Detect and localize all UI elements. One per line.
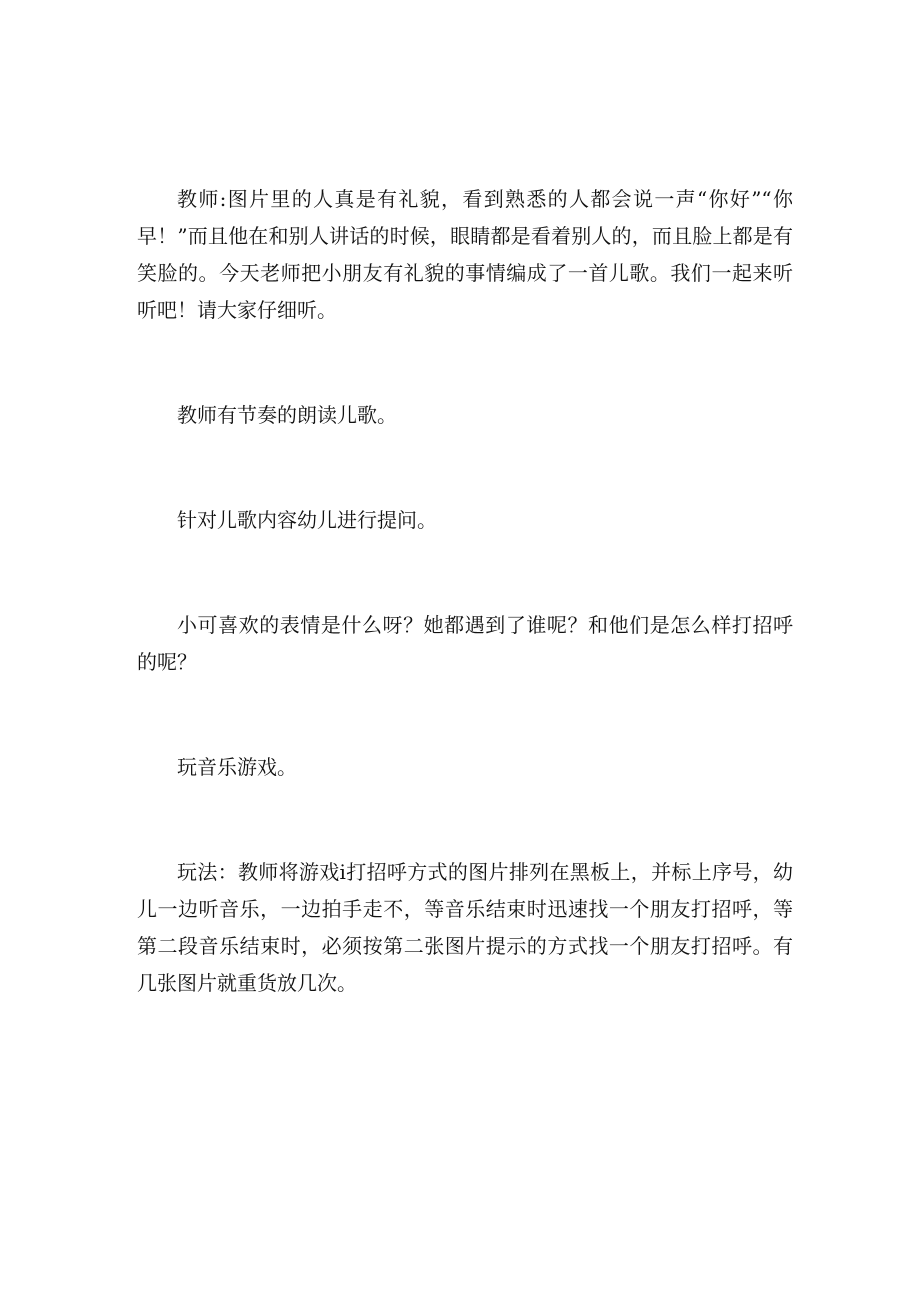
paragraph-rhythmic-reading: 教师有节奏的朗读儿歌。 <box>177 403 397 427</box>
paragraph-music-game: 玩音乐游戏。 <box>177 755 297 779</box>
document-body <box>137 181 793 1002</box>
paragraph-questions: 小可喜欢的表情是什么呀？她都遇到了谁呢？和他们是怎么样打招呼的呢？ <box>137 613 793 674</box>
paragraph-game-rules: 玩法：教师将游戏i打招呼方式的图片排列在黑板上，并标上序号，幼儿一边听音乐，一边拍手走不，等音乐结束时迅速找一个朋友打招呼，等第二段音乐结束时，必须按第二张图片提示的方式找一个朋友打招呼。有几张图片就重货放几次。 <box>137 860 793 995</box>
paragraph-teacher-intro: 教师:图片里的人真是有礼貌，看到熟悉的人都会说一声“你好”“你早！”而且他在和别人讲话的时候，眼睛都是看着别人的，而且脸上都是有笑脸的。今天老师把小朋友有礼貌的事情编成了一首儿歌。我们一起来听听吧！请大家仔细听。 <box>137 187 793 322</box>
paragraph-questioning: 针对儿歌内容幼儿进行提问。 <box>177 508 437 532</box>
